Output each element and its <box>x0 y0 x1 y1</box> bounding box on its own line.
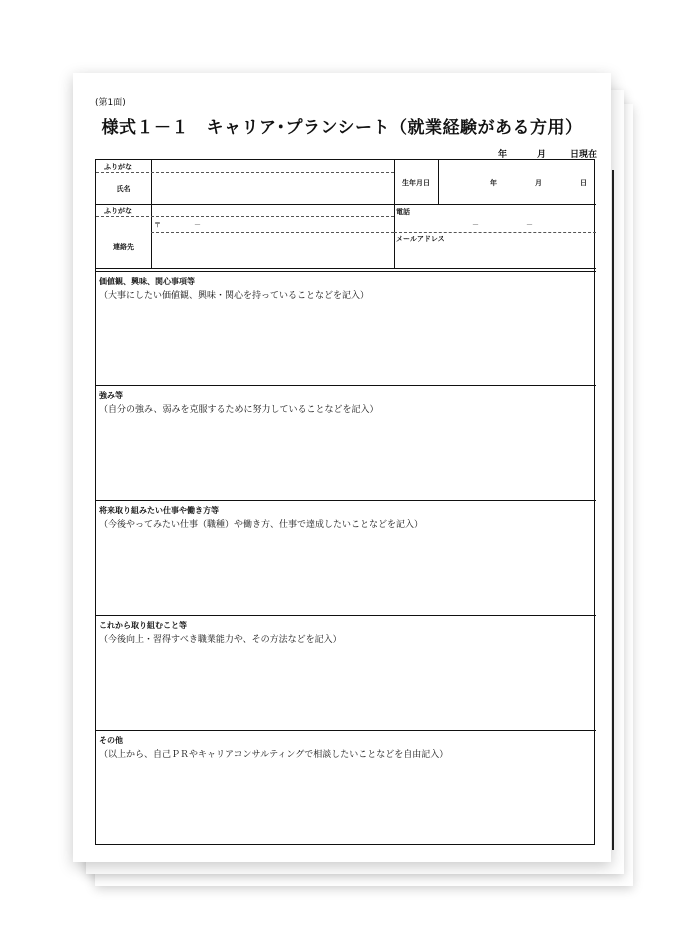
email-field[interactable] <box>394 244 596 268</box>
phone-separator-1: － <box>472 221 479 229</box>
career-plan-form <box>95 159 595 845</box>
birth-date-label: 生年月日 <box>402 179 430 187</box>
section-next-steps[interactable] <box>96 615 596 730</box>
section-future-work[interactable] <box>96 500 596 615</box>
phone-label: 電話 <box>396 208 410 216</box>
section-values-desc: （大事にしたい価値観、興味・関心を持っていることなどを記入） <box>99 291 370 301</box>
furigana-label-2: ふりがな <box>104 207 132 215</box>
section-strengths-title: 強み等 <box>99 391 123 400</box>
phone-field[interactable] <box>394 216 596 232</box>
section-other-title: その他 <box>99 736 123 745</box>
front-sheet <box>73 73 611 862</box>
name-label: 氏名 <box>116 185 131 193</box>
section-other-desc: （以上から、自己ＰＲやキャリアコンサルティングで相談したいことなどを自由記入） <box>99 750 449 760</box>
postal-separator: － <box>194 221 201 229</box>
section-future-work-title: 将来取り組みたい仕事や働き方等 <box>99 506 219 515</box>
date-year-label: 年 <box>497 150 507 160</box>
birth-month-label: 月 <box>535 179 542 187</box>
phone-separator-2: － <box>526 221 533 229</box>
date-month-label: 月 <box>536 150 546 160</box>
birth-date-field[interactable] <box>438 178 596 196</box>
section-values-title: 価値観、興味、関心事項等 <box>99 277 195 286</box>
section-next-steps-title: これから取り組むこと等 <box>99 621 187 630</box>
page-number: (第1面) <box>95 98 126 108</box>
birth-year-label: 年 <box>490 179 497 187</box>
date-day-label: 日現在 <box>569 150 597 160</box>
name-field[interactable] <box>151 173 394 204</box>
section-strengths-desc: （自分の強み、弱みを克服するために努力していることなどを記入） <box>99 405 379 415</box>
section-strengths[interactable] <box>96 385 596 500</box>
birth-day-label: 日 <box>580 179 587 187</box>
section-values[interactable] <box>96 271 596 385</box>
section-future-work-desc: （今後やってみたい仕事（職種）や働き方、仕事で達成したいことなどを記入） <box>99 520 424 530</box>
section-other[interactable] <box>96 730 596 843</box>
address-field[interactable] <box>151 233 394 268</box>
form-title: 様式１－１ キャリア･プランシート（就業経験がある方用） <box>101 118 583 138</box>
email-label: メールアドレス <box>396 235 445 243</box>
section-next-steps-desc: （今後向上・習得すべき職業能力や、その方法などを記入） <box>99 635 342 645</box>
postal-mark: 〒 <box>154 221 161 229</box>
contact-label: 連絡先 <box>113 243 134 251</box>
furigana-label-1: ふりがな <box>104 163 132 171</box>
